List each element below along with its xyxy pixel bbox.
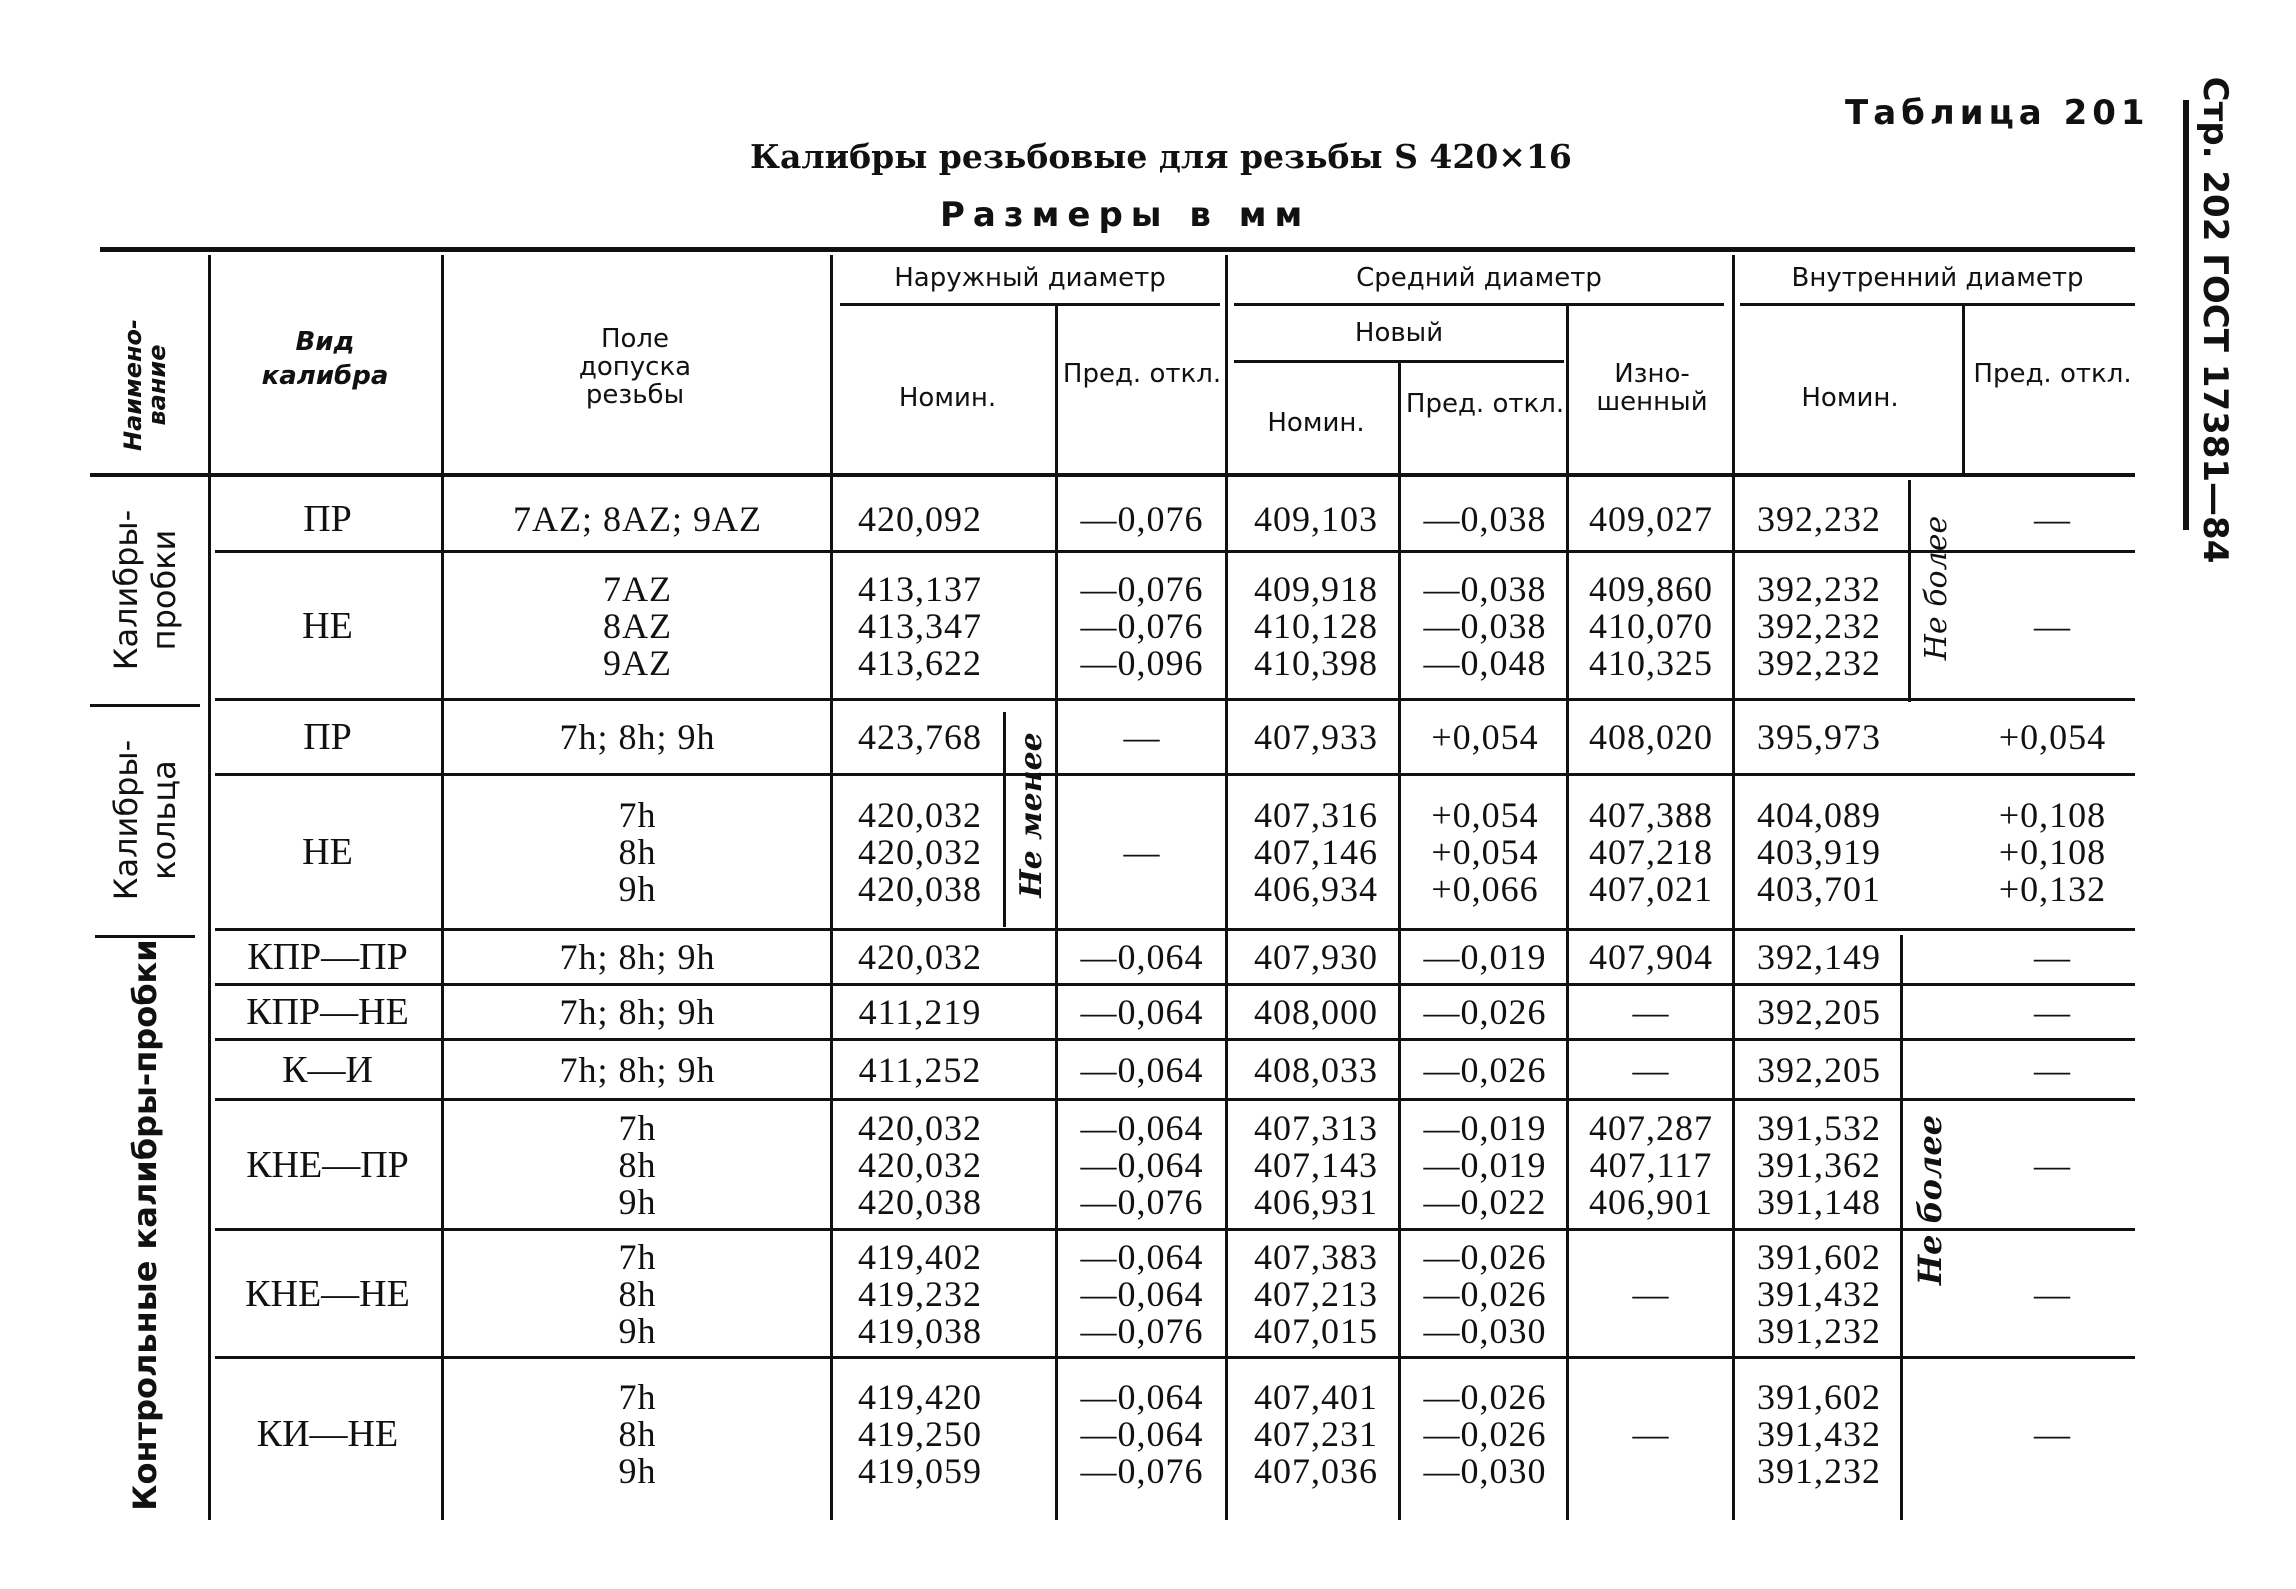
cell-line: 407,904 xyxy=(1589,937,1713,977)
cell-in xyxy=(1740,719,1898,756)
cell-line: —0,019 xyxy=(1423,1144,1547,1185)
cell-type: КНЕ—ПР xyxy=(246,1143,409,1186)
cell-line: —0,026 xyxy=(1423,1273,1547,1314)
cell-line: —0,048 xyxy=(1423,642,1547,683)
cell-line: 413,622 xyxy=(858,642,982,683)
cell-line: 7AZ xyxy=(603,568,672,609)
cell-line: 413,137 xyxy=(858,568,982,609)
cell-tol xyxy=(450,1107,825,1222)
cell-line: — xyxy=(2034,605,2071,646)
cell-line: 407,021 xyxy=(1589,869,1713,909)
cell-line: 392,232 xyxy=(1757,605,1881,646)
header-outer-dev: Пред. откл. xyxy=(1062,359,1222,389)
cell-line: 420,032 xyxy=(858,795,982,835)
cell-mn xyxy=(1234,568,1398,683)
group-sep-2 xyxy=(95,935,195,938)
cell-mw xyxy=(1572,939,1730,976)
cell-line: 8h xyxy=(618,1273,657,1314)
cell-mn xyxy=(1234,1236,1398,1351)
row-rule xyxy=(215,1098,2135,1101)
cell-id xyxy=(1970,1273,2135,1314)
cell-mn xyxy=(1234,1107,1398,1222)
cell-line: 419,250 xyxy=(858,1413,982,1454)
cell-on xyxy=(845,1236,995,1351)
cell-line: —0,076 xyxy=(1080,1310,1204,1351)
cell-line: 410,128 xyxy=(1254,605,1378,646)
cell-tol xyxy=(450,797,825,908)
table-title: Калибры резьбовые для резьбы S 420×16 xyxy=(750,137,1572,176)
vrule-1 xyxy=(208,255,211,1520)
cell-on xyxy=(845,994,995,1031)
cell-line: 407,388 xyxy=(1589,795,1713,835)
cell-line: —0,096 xyxy=(1080,642,1204,683)
cell-line: 419,402 xyxy=(858,1236,982,1277)
cell-line: +0,054 xyxy=(1431,795,1539,835)
cell-line: — xyxy=(2034,1049,2071,1090)
cell-on xyxy=(845,797,995,908)
cell-line: 9h xyxy=(618,1310,657,1351)
cell-line: 420,032 xyxy=(858,1107,982,1148)
cell-md xyxy=(1405,939,1565,976)
cell-line: 7h; 8h; 9h xyxy=(559,937,716,977)
cell-line: —0,026 xyxy=(1423,1049,1547,1090)
cell-line: 391,232 xyxy=(1757,1450,1881,1491)
cell-id xyxy=(1970,605,2135,646)
cell-line: — xyxy=(2034,992,2071,1032)
cell-line: 392,205 xyxy=(1757,992,1881,1032)
cell-in xyxy=(1740,1236,1898,1351)
header-worn: Изно-шенный xyxy=(1596,359,1708,417)
cell-line: —0,064 xyxy=(1080,937,1204,977)
cell-mw xyxy=(1572,1413,1730,1454)
note-rule-control xyxy=(1900,935,1903,1520)
row-rule xyxy=(215,698,2135,701)
cell-line: —0,026 xyxy=(1423,1413,1547,1454)
cell-tol xyxy=(450,1049,825,1090)
cell-od xyxy=(1062,498,1222,539)
cell-line: 420,032 xyxy=(858,1144,982,1185)
cell-line: 407,930 xyxy=(1254,937,1378,977)
cell-type: ПР xyxy=(303,497,352,540)
cell-line: 411,219 xyxy=(858,992,982,1032)
cell-line: 420,038 xyxy=(858,1181,982,1222)
cell-line: 9h xyxy=(618,1450,657,1491)
cell-line: 420,032 xyxy=(858,937,982,977)
cell-tol xyxy=(450,1236,825,1351)
cell-in xyxy=(1740,939,1898,976)
cell-line: +0,054 xyxy=(1431,717,1539,757)
cell-type: К—И xyxy=(282,1048,373,1091)
cell-mn xyxy=(1234,939,1398,976)
cell-line: —0,030 xyxy=(1423,1310,1547,1351)
cell-line: —0,064 xyxy=(1080,1049,1204,1090)
cell-md xyxy=(1405,568,1565,683)
cell-mn xyxy=(1234,1376,1398,1491)
cell-line: 406,934 xyxy=(1254,869,1378,909)
cell-line: —0,064 xyxy=(1080,992,1204,1032)
cell-line: 408,033 xyxy=(1254,1049,1378,1090)
cell-line: 7h xyxy=(618,1107,657,1148)
cell-line: —0,064 xyxy=(1080,1144,1204,1185)
cell-line: 420,038 xyxy=(858,869,982,909)
cell-id xyxy=(1970,797,2135,908)
cell-line: — xyxy=(1632,1273,1670,1314)
cell-line: 407,401 xyxy=(1254,1376,1378,1417)
header-middle-nom: Номин. xyxy=(1267,408,1365,438)
cell-on xyxy=(845,1107,995,1222)
cell-line: 407,213 xyxy=(1254,1273,1378,1314)
cell-line: 410,325 xyxy=(1589,642,1713,683)
cell-line: 407,218 xyxy=(1589,832,1713,872)
cell-mw xyxy=(1572,1273,1730,1314)
rule-top xyxy=(100,247,2135,252)
header-type: Вид калибра xyxy=(261,327,389,391)
cell-line: —0,026 xyxy=(1423,992,1547,1032)
row-rule xyxy=(215,983,2135,986)
cell-line: — xyxy=(2034,1144,2071,1185)
cell-od xyxy=(1062,994,1222,1031)
cell-line: 409,027 xyxy=(1589,498,1713,539)
vrule-6 xyxy=(1398,362,1401,1520)
cell-md xyxy=(1405,797,1565,908)
note-rule-rings xyxy=(1003,712,1006,927)
cell-line: 407,933 xyxy=(1254,717,1378,757)
cell-on xyxy=(845,719,995,756)
cell-line: — xyxy=(2034,1413,2071,1454)
cell-md xyxy=(1405,498,1565,539)
cell-line: 7h; 8h; 9h xyxy=(559,1049,716,1090)
side-rule xyxy=(2183,100,2189,530)
cell-line: —0,019 xyxy=(1423,1107,1547,1148)
cell-line: 7h; 8h; 9h xyxy=(559,717,716,757)
cell-line: 420,032 xyxy=(858,832,982,872)
cell-line: 407,313 xyxy=(1254,1107,1378,1148)
cell-line: +0,108 xyxy=(1998,795,2107,835)
header-inner-nom: Номин. xyxy=(1801,383,1899,413)
cell-line: 391,532 xyxy=(1757,1107,1881,1148)
cell-tol xyxy=(450,498,825,539)
side-page-header: Стр. 202 ГОСТ 17381—84 xyxy=(2195,76,2235,564)
cell-line: 391,602 xyxy=(1757,1236,1881,1277)
cell-id xyxy=(1970,498,2135,539)
cell-line: 9h xyxy=(618,869,657,909)
cell-line: 8AZ xyxy=(603,605,672,646)
header-name: Наимено-вание xyxy=(119,318,171,452)
cell-od xyxy=(1062,1236,1222,1351)
cell-line: 392,205 xyxy=(1757,1049,1881,1090)
cell-od xyxy=(1062,719,1222,756)
cell-line: 392,149 xyxy=(1757,937,1881,977)
vrule-2 xyxy=(441,255,444,1520)
cell-line: —0,076 xyxy=(1080,605,1204,646)
cell-line: 403,701 xyxy=(1757,869,1881,909)
cell-line: — xyxy=(2034,937,2071,977)
cell-od xyxy=(1062,1107,1222,1222)
cell-type: ПР xyxy=(303,716,352,758)
group-plugs: Калибры-пробки xyxy=(107,509,183,671)
cell-line: 7h xyxy=(618,1236,657,1277)
cell-line: —0,026 xyxy=(1423,1236,1547,1277)
row-rule xyxy=(215,773,2135,776)
cell-in xyxy=(1740,1376,1898,1491)
cell-line: —0,064 xyxy=(1080,1413,1204,1454)
cell-id xyxy=(1970,719,2135,756)
cell-md xyxy=(1405,1236,1565,1351)
cell-mn xyxy=(1234,719,1398,756)
cell-line: 407,316 xyxy=(1254,795,1378,835)
cell-tol xyxy=(450,568,825,683)
rule-header-bottom xyxy=(90,473,2135,477)
cell-line: 403,919 xyxy=(1757,832,1881,872)
cell-line: 392,232 xyxy=(1757,498,1881,539)
cell-line: 408,000 xyxy=(1254,992,1378,1032)
cell-in xyxy=(1740,994,1898,1031)
header-inner-dev: Пред. откл. xyxy=(1973,359,2132,389)
cell-line: 407,146 xyxy=(1254,832,1378,872)
row-rule xyxy=(215,1038,2135,1041)
cell-line: —0,030 xyxy=(1423,1450,1547,1491)
cell-line: 409,918 xyxy=(1254,568,1378,609)
cell-mn xyxy=(1234,797,1398,908)
cell-line: 407,117 xyxy=(1589,1144,1713,1185)
cell-mw xyxy=(1572,498,1730,539)
cell-od xyxy=(1062,1376,1222,1491)
cell-line: 391,432 xyxy=(1757,1413,1881,1454)
cell-line: 8h xyxy=(618,1144,657,1185)
cell-line: 391,432 xyxy=(1757,1273,1881,1314)
cell-line: 406,901 xyxy=(1589,1181,1713,1222)
cell-od xyxy=(1062,568,1222,683)
header-tolerance: Поле допуска резьбы xyxy=(578,324,692,410)
cell-mw xyxy=(1572,719,1730,756)
cell-line: —0,064 xyxy=(1080,1376,1204,1417)
cell-in xyxy=(1740,498,1898,539)
cell-md xyxy=(1405,719,1565,756)
cell-line: +0,054 xyxy=(1998,717,2107,757)
cell-line: —0,019 xyxy=(1423,937,1547,977)
cell-line: — xyxy=(2034,1273,2071,1314)
cell-in xyxy=(1740,1049,1898,1090)
cell-on xyxy=(845,1376,995,1491)
cell-line: 391,362 xyxy=(1757,1144,1881,1185)
group-control: Контрольные калибры-пробки xyxy=(126,939,164,1511)
vrule-7 xyxy=(1566,306,1569,1520)
cell-line: 407,231 xyxy=(1254,1413,1378,1454)
note-ne-bolee-plugs: Не более xyxy=(1919,515,1954,661)
cell-line: 407,036 xyxy=(1254,1450,1378,1491)
cell-type: КИ—НЕ xyxy=(256,1412,399,1455)
cell-line: —0,064 xyxy=(1080,1273,1204,1314)
rule-sub-middle xyxy=(1234,303,1724,306)
cell-on xyxy=(845,1049,995,1090)
vrule-5 xyxy=(1225,255,1228,1520)
cell-line: +0,108 xyxy=(1998,832,2107,872)
units-caption: Размеры в мм xyxy=(940,195,1311,235)
cell-line: 9h xyxy=(618,1181,657,1222)
cell-line: 423,768 xyxy=(858,717,982,757)
note-rule-plugs xyxy=(1908,480,1911,702)
cell-line: —0,076 xyxy=(1080,1450,1204,1491)
row-rule xyxy=(215,550,2135,553)
row-rule xyxy=(215,1228,2135,1231)
cell-line: 407,383 xyxy=(1254,1236,1378,1277)
cell-line: — xyxy=(1632,1049,1670,1090)
cell-line: —0,038 xyxy=(1423,498,1547,539)
cell-line: 419,038 xyxy=(858,1310,982,1351)
header-inner: Внутренний диаметр xyxy=(1791,263,2084,293)
cell-line: 391,232 xyxy=(1757,1310,1881,1351)
cell-mw xyxy=(1572,797,1730,908)
header-outer: Наружный диаметр xyxy=(894,263,1166,293)
cell-line: 7AZ; 8AZ; 9AZ xyxy=(513,498,762,539)
vrule-9 xyxy=(1962,306,1965,477)
cell-line: —0,064 xyxy=(1080,1236,1204,1277)
cell-line: +0,132 xyxy=(1998,869,2107,909)
cell-mw xyxy=(1572,994,1730,1031)
cell-line: +0,054 xyxy=(1431,832,1539,872)
cell-line: —0,038 xyxy=(1423,568,1547,609)
cell-line: 392,232 xyxy=(1757,568,1881,609)
cell-line: 391,602 xyxy=(1757,1376,1881,1417)
cell-mw xyxy=(1572,1107,1730,1222)
row-rule xyxy=(215,928,2135,931)
vrule-3 xyxy=(830,255,833,1520)
header-outer-nom: Номин. xyxy=(898,383,997,413)
header-new: Новый xyxy=(1354,318,1444,348)
cell-line: 404,089 xyxy=(1757,795,1881,835)
table-number: Таблица 201 xyxy=(1845,93,2150,133)
cell-line: —0,076 xyxy=(1080,498,1204,539)
cell-line: — xyxy=(1632,1413,1670,1454)
cell-on xyxy=(845,498,995,539)
cell-line: 409,860 xyxy=(1589,568,1713,609)
cell-mn xyxy=(1234,994,1398,1031)
cell-od xyxy=(1062,1049,1222,1090)
rule-sub-outer xyxy=(840,303,1220,306)
cell-tol xyxy=(450,994,825,1031)
cell-tol xyxy=(450,1376,825,1491)
cell-od xyxy=(1062,939,1222,976)
rule-sub-inner xyxy=(1740,303,2135,306)
cell-id xyxy=(1970,1144,2135,1185)
cell-line: 410,070 xyxy=(1589,605,1713,646)
cell-md xyxy=(1405,994,1565,1031)
cell-id xyxy=(1970,1049,2135,1090)
cell-mw xyxy=(1572,1049,1730,1090)
cell-in xyxy=(1740,568,1898,683)
row-rule xyxy=(215,1356,2135,1359)
cell-line: 419,420 xyxy=(858,1376,982,1417)
cell-on xyxy=(845,568,995,683)
cell-line: — xyxy=(2034,498,2071,539)
cell-type: КНЕ—НЕ xyxy=(245,1272,410,1315)
cell-line: 391,148 xyxy=(1757,1181,1881,1222)
cell-type: КПР—ПР xyxy=(247,936,408,978)
note-ne-menee-rings: Не менее xyxy=(1014,732,1049,898)
cell-line: — xyxy=(1123,832,1161,872)
cell-in xyxy=(1740,1107,1898,1222)
cell-line: 8h xyxy=(618,832,657,872)
cell-line: +0,066 xyxy=(1431,869,1539,909)
group-rings: Калибры-кольца xyxy=(107,739,183,901)
cell-tol xyxy=(450,939,825,976)
cell-line: 410,398 xyxy=(1254,642,1378,683)
cell-md xyxy=(1405,1107,1565,1222)
cell-line: 408,020 xyxy=(1589,717,1713,757)
cell-line: — xyxy=(1632,992,1670,1032)
cell-line: —0,038 xyxy=(1423,605,1547,646)
cell-line: 392,232 xyxy=(1757,642,1881,683)
cell-od xyxy=(1062,834,1222,871)
cell-line: 406,931 xyxy=(1254,1181,1378,1222)
cell-line: 395,973 xyxy=(1757,717,1881,757)
cell-mn xyxy=(1234,498,1398,539)
cell-in xyxy=(1740,797,1898,908)
header-middle: Средний диаметр xyxy=(1356,263,1602,293)
cell-type: КПР—НЕ xyxy=(246,991,409,1033)
cell-on xyxy=(845,939,995,976)
cell-line: —0,076 xyxy=(1080,1181,1204,1222)
cell-id xyxy=(1970,939,2135,976)
cell-type: НЕ xyxy=(302,831,353,873)
cell-line: 419,232 xyxy=(858,1273,982,1314)
cell-md xyxy=(1405,1049,1565,1090)
cell-type: НЕ xyxy=(302,604,353,647)
cell-line: 7h; 8h; 9h xyxy=(559,992,716,1032)
cell-md xyxy=(1405,1376,1565,1491)
cell-line: 7h xyxy=(618,795,657,835)
cell-id xyxy=(1970,1413,2135,1454)
cell-line: —0,076 xyxy=(1080,568,1204,609)
cell-line: 407,287 xyxy=(1589,1107,1713,1148)
cell-line: 413,347 xyxy=(858,605,982,646)
cell-tol xyxy=(450,719,825,756)
cell-line: 9AZ xyxy=(603,642,672,683)
cell-line: 420,092 xyxy=(858,498,982,539)
cell-line: 411,252 xyxy=(858,1049,982,1090)
cell-line: —0,022 xyxy=(1423,1181,1547,1222)
cell-line: —0,064 xyxy=(1080,1107,1204,1148)
cell-line: 419,059 xyxy=(858,1450,982,1491)
cell-line: 407,015 xyxy=(1254,1310,1378,1351)
header-middle-dev: Пред. откл. xyxy=(1405,389,1565,419)
cell-line: 409,103 xyxy=(1254,498,1378,539)
cell-mn xyxy=(1234,1049,1398,1090)
cell-mw xyxy=(1572,568,1730,683)
vrule-8 xyxy=(1732,255,1735,1520)
cell-id xyxy=(1970,994,2135,1031)
cell-line: —0,026 xyxy=(1423,1376,1547,1417)
cell-line: 7h xyxy=(618,1376,657,1417)
group-sep-1 xyxy=(90,704,200,707)
cell-line: 8h xyxy=(618,1413,657,1454)
cell-line: 407,143 xyxy=(1254,1144,1378,1185)
vrule-4 xyxy=(1055,306,1058,1520)
note-ne-bolee-control: Не более xyxy=(1911,1114,1949,1286)
cell-line: — xyxy=(1123,717,1161,757)
